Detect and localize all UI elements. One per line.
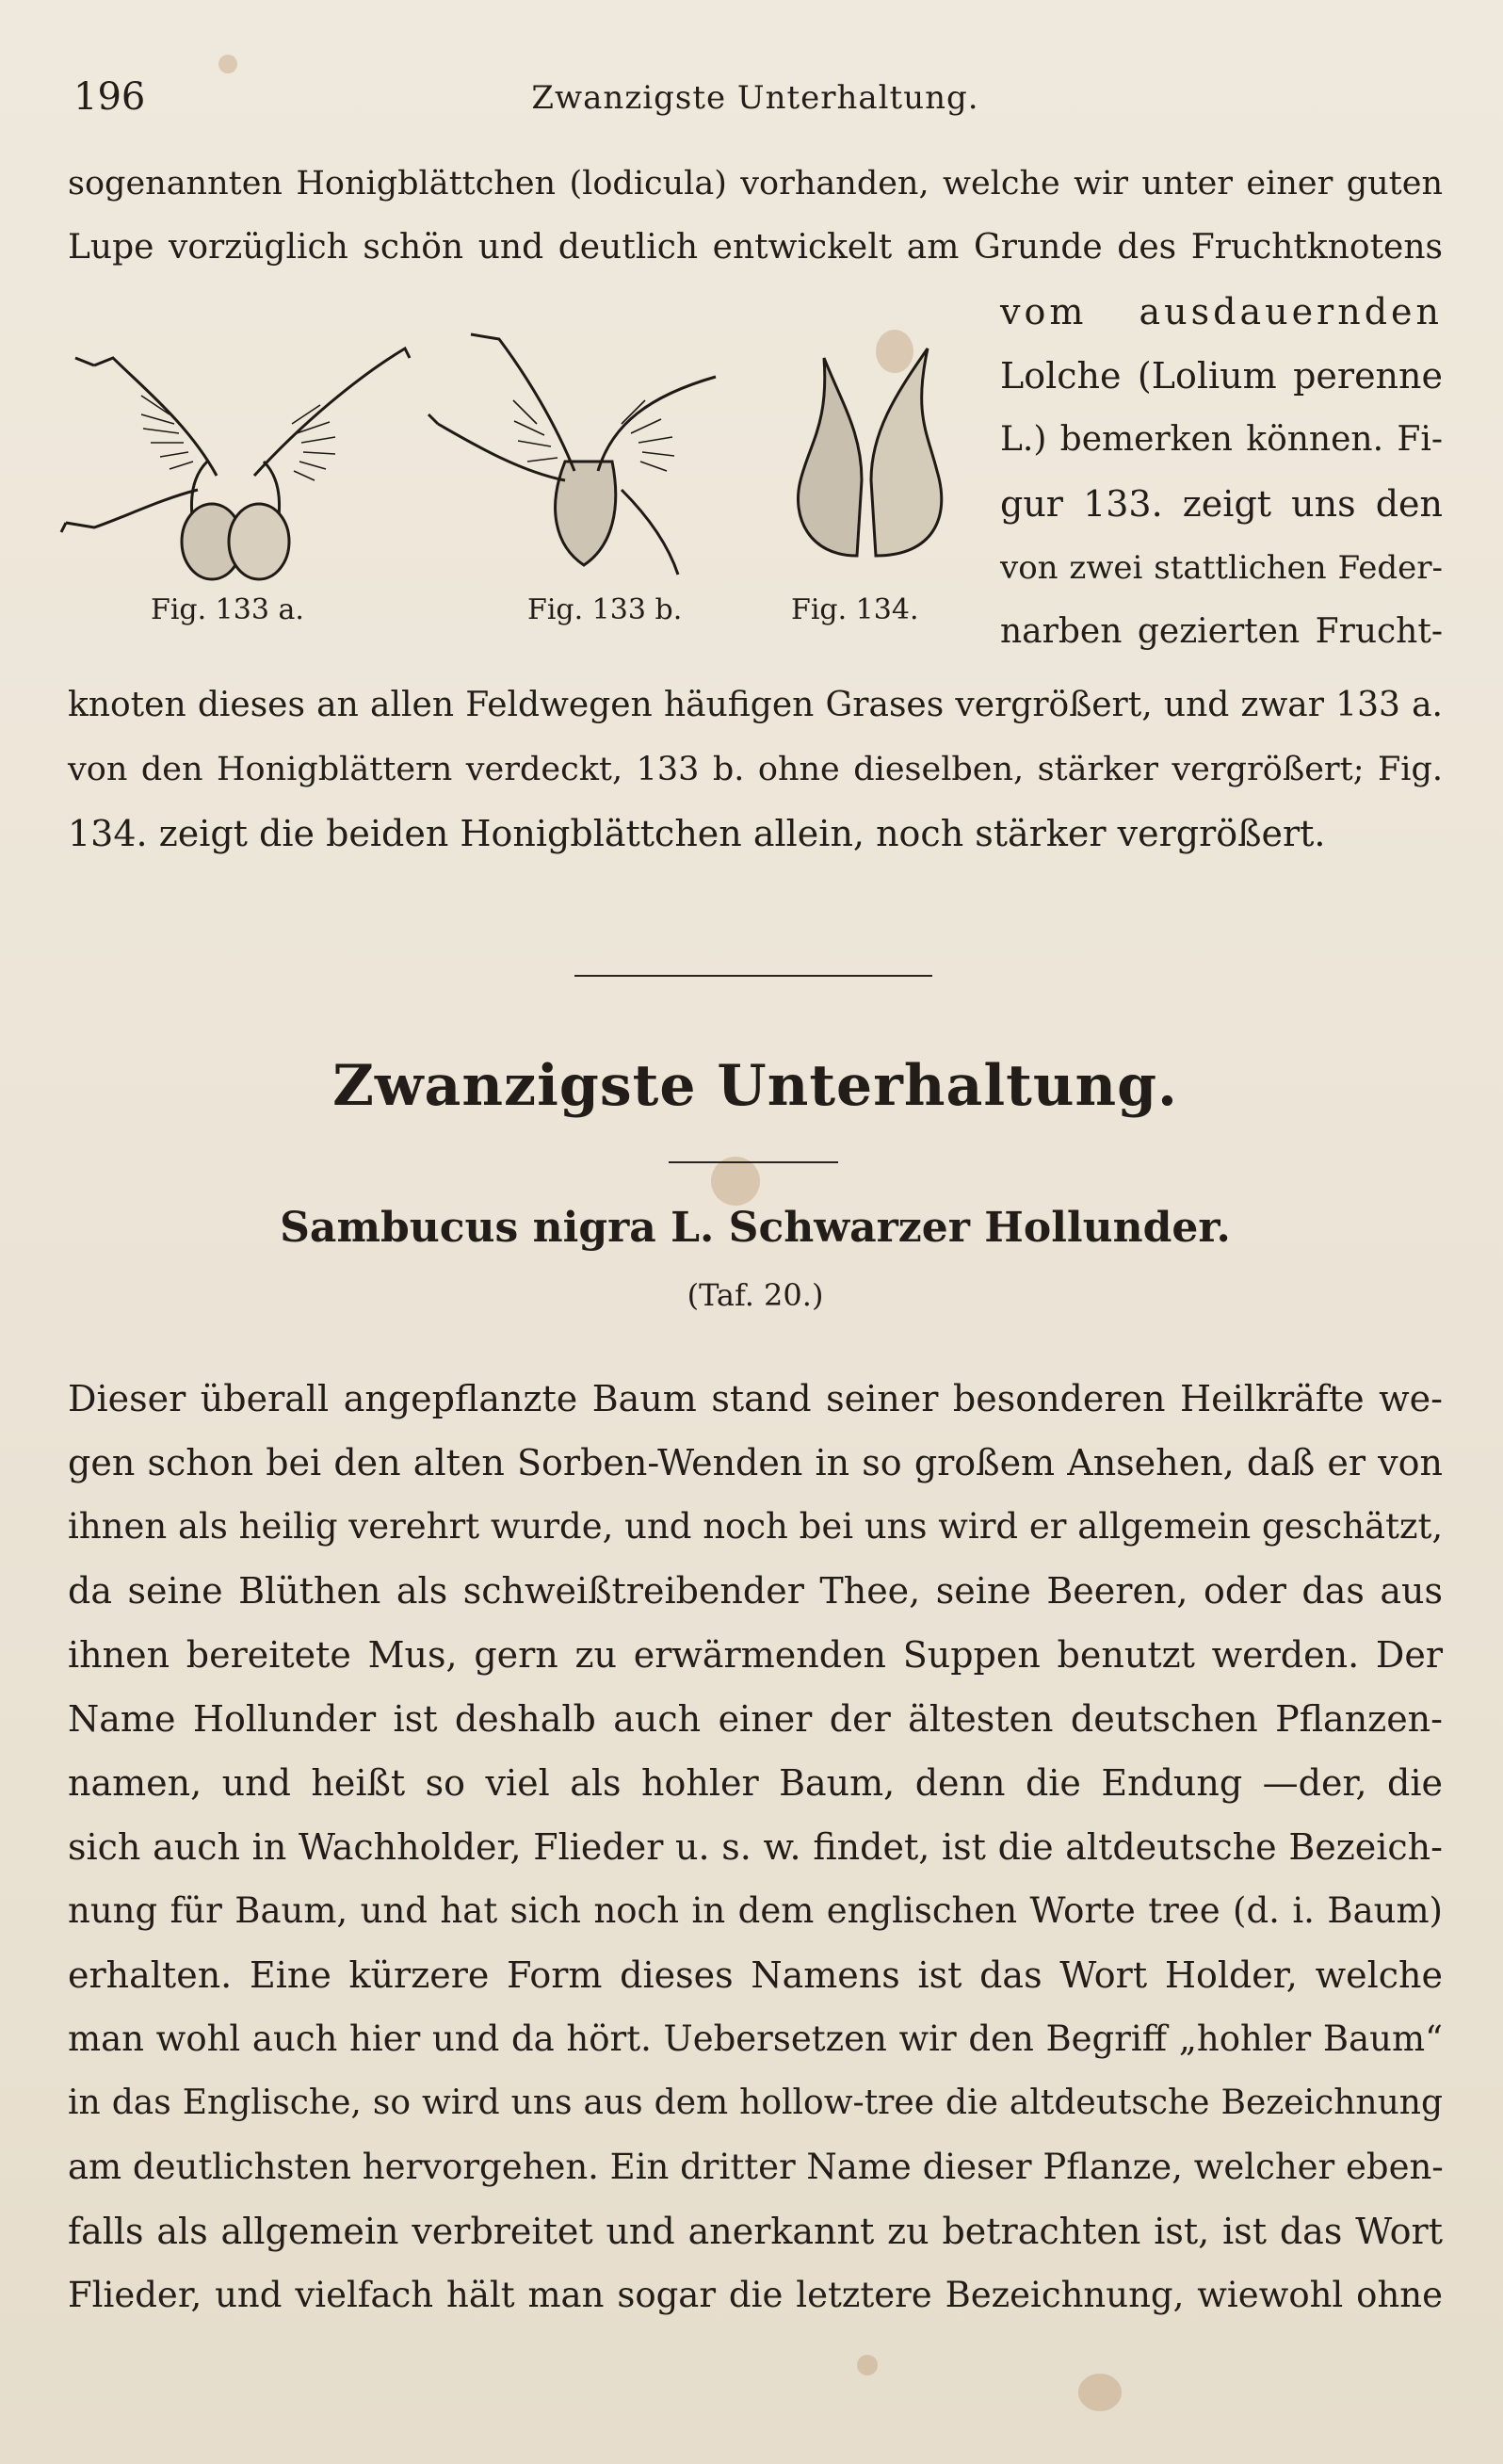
pistil-with-lodicules-illustration: [57, 320, 433, 584]
running-head: Zwanzigste Unterhaltung.: [531, 79, 979, 117]
chapter-title: Zwanzigste Unterhaltung.: [332, 1053, 1178, 1119]
text-line: Lupe vorzüglich schön und deutlich entwickelt am Grunde des Fruchtknotens: [68, 228, 1443, 267]
text-line: namen, und heißt so viel als hohler Baum, denn die Endung —der, die: [68, 1762, 1443, 1804]
text-line: vom ausdauernden: [1000, 291, 1443, 332]
text-line: von zwei stattlichen Feder-: [1000, 549, 1443, 587]
figure-group: [57, 320, 961, 640]
text-line: sogenannten Honigblättchen (lodicula) vorhanden, welche wir unter einer guten: [68, 165, 1443, 203]
text-line: erhalten. Eine kürzere Form dieses Namens ist das Wort Holder, welche: [68, 1954, 1443, 1996]
text-line: 134. zeigt die beiden Honigblättchen allein, noch stärker vergrößert.: [68, 813, 1326, 854]
figure-caption: Fig. 133 b.: [527, 593, 683, 626]
text-line: ihnen bereitete Mus, gern zu erwärmenden Suppen benutzt werden. Der: [68, 1634, 1443, 1676]
section-divider: [574, 975, 932, 977]
text-line: sich auch in Wachholder, Flieder u. s. w. findet, ist die altdeutsche Bezeich-: [68, 1826, 1443, 1868]
lodicules-illustration: [772, 330, 961, 575]
text-line: knoten dieses an allen Feldwegen häufigen Grases vergrößert, und zwar 133 a.: [68, 686, 1443, 724]
paper-stain: [1078, 2374, 1122, 2411]
figure-caption: Fig. 134.: [791, 593, 919, 626]
text-line: Name Hollunder ist deshalb auch einer der ältesten deutschen Pflanzen-: [68, 1698, 1443, 1740]
pistil-illustration: [424, 320, 744, 584]
paper-stain: [711, 1157, 760, 1206]
text-line: ihnen als heilig verehrt wurde, und noch bei uns wird er allgemein geschätzt,: [68, 1506, 1444, 1547]
title-underline: [669, 1161, 838, 1163]
text-line: gen schon bei den alten Sorben-Wenden in so großem Ansehen, daß er von: [68, 1442, 1443, 1483]
text-line: falls als allgemein verbreitet und anerkannt zu betrachten ist, ist das Wort: [68, 2211, 1443, 2252]
text-line: Lolche (Lolium perenne: [1000, 355, 1443, 397]
paper-stain: [218, 55, 237, 73]
text-line: nung für Baum, und hat sich noch in dem englischen Worte tree (d. i. Baum): [68, 1890, 1443, 1931]
figure-caption: Fig. 133 a.: [151, 593, 304, 626]
text-line: da seine Blüthen als schweißtreibender Thee, seine Beeren, oder das aus: [68, 1570, 1443, 1612]
page-header: [68, 75, 1443, 132]
text-line: gur 133. zeigt uns den: [1000, 483, 1443, 525]
text-line: am deutlichsten hervorgehen. Ein dritter Name dieser Pflanze, welcher eben-: [68, 2147, 1444, 2187]
paper-stain: [857, 2355, 878, 2375]
text-line: Flieder, und vielfach hält man sogar die letztere Bezeichnung, wiewohl ohne: [68, 2275, 1443, 2315]
text-line: L.) bemerken können. Fi-: [1000, 420, 1443, 459]
text-line: in das Englische, so wird uns aus dem hollow-tree die altdeutsche Bezeichnung: [68, 2083, 1443, 2122]
text-line: narben gezierten Frucht-: [1000, 612, 1443, 651]
text-line: man wohl auch hier und da hört. Uebersetzen wir den Begriff „hohler Baum“: [68, 2018, 1443, 2059]
section-title: Sambucus nigra L. Schwarzer Hollunder.: [280, 1204, 1231, 1252]
text-line: von den Honigblättern verdeckt, 133 b. ohne dieselben, stärker vergrößert; Fig.: [68, 751, 1443, 788]
plate-reference: (Taf. 20.): [687, 1277, 824, 1313]
text-line: Dieser überall angepflanzte Baum stand seiner besonderen Heilkräfte we-: [68, 1378, 1443, 1419]
page-number: 196: [73, 75, 146, 119]
